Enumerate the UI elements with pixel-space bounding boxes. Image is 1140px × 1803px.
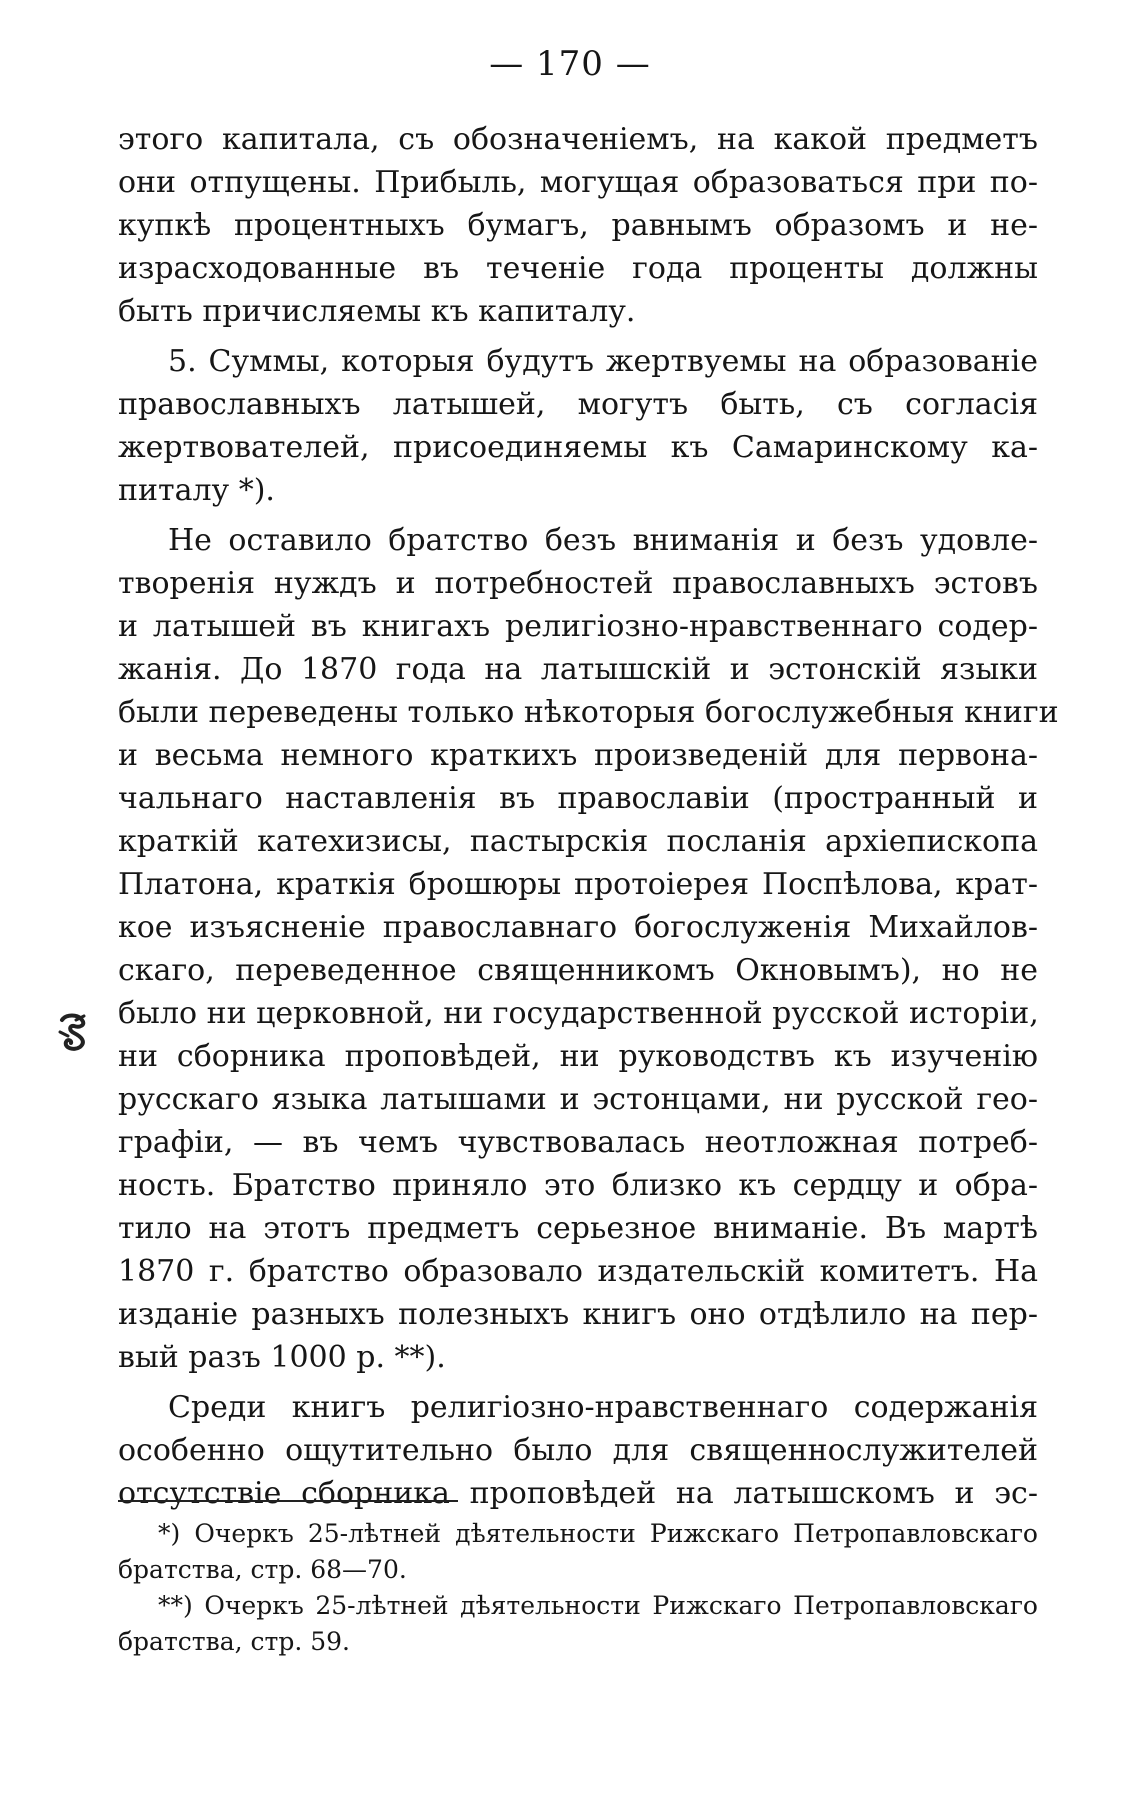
text-line: русскаго языка латышами и эстонцами, ни русской гео- [118,1082,1038,1117]
text-line: тило на этотъ предметъ серьезное вниманіе. Въ мартѣ [118,1211,1038,1246]
text-line: этого капитала, съ обозначеніемъ, на какой предметъ [118,122,1038,157]
text-line: вый разъ 1000 р. **). [118,1340,446,1375]
text-line: скаго, переведенное священникомъ Окновымъ), но не [118,953,1038,988]
text-line: 5. Суммы, которыя будутъ жертвуемы на образованіе [168,344,1038,379]
text-line: израсходованные въ теченіе года проценты должны [118,251,1038,286]
paragraph-publishing-committee [118,519,1059,1379]
margin-ink-mark [56,1012,90,1052]
text-line: отсутствіе сборника проповѣдей на латышскомъ и эс- [118,1476,1038,1511]
text-line: Платона, краткія брошюры протоіерея Поспѣлова, крат- [118,867,1038,902]
ink-blot-icon [56,1012,90,1052]
text-line: ность. Братство приняло это близко къ сердцу и обра- [118,1168,1038,1203]
footnote-1 [118,1516,1038,1588]
paragraph-capital-continuation [118,118,1038,333]
paragraph-item-5 [118,340,1038,512]
text-line: быть причисляемы къ капиталу. [118,294,636,329]
text-line: были переведены только нѣкоторыя богослужебныя книги [118,695,1059,730]
text-line: Среди книгъ религіозно-нравственнаго содержанія [168,1390,1038,1425]
text-line: жертвователей, присоединяемы къ Самаринскому ка- [118,430,1038,465]
page-number: — 170 — [489,44,651,84]
paragraph-sermons [118,1386,1038,1515]
footnote-divider [118,1500,458,1502]
text-line: купкѣ процентныхъ бумагъ, равнымъ образомъ и не- [118,208,1038,243]
text-line: и весьма немного краткихъ произведеній для первона- [118,738,1038,773]
text-line: чальнаго наставленія въ православіи (пространный и [118,781,1038,816]
footnote-line: **) Очеркъ 25-лѣтней дѣятельности Рижскаго Петропавловскаго [158,1591,1038,1620]
footnote-line: *) Очеркъ 25-лѣтней дѣятельности Рижскаго Петропавловскаго [158,1519,1038,1548]
footnote-line: братства, стр. 59. [118,1627,350,1656]
text-line: и латышей въ книгахъ религіозно-нравственнаго содер- [118,609,1038,644]
footnote-2 [118,1588,1038,1660]
text-line: краткій катехизисы, пастырскія посланія архіепископа [118,824,1038,859]
text-line: жанія. До 1870 года на латышскій и эстонскій языки [118,652,1038,687]
text-line: 1870 г. братство образовало издательскій комитетъ. На [118,1254,1038,1289]
text-line: было ни церковной, ни государственной русской исторіи, [118,996,1039,1031]
footnotes [118,1516,1038,1660]
text-line: графіи, — въ чемъ чувствовалась неотложная потреб- [118,1125,1038,1160]
text-line: изданіе разныхъ полезныхъ книгъ оно отдѣлило на пер- [118,1297,1038,1332]
footnote-line: братства, стр. 68—70. [118,1555,407,1584]
text-line: кое изъясненіе православнаго богослуженія Михайлов- [118,910,1038,945]
main-text [118,118,1059,1515]
text-line: православныхъ латышей, могутъ быть, съ согласія [118,387,1038,422]
text-line: Не оставило братство безъ вниманія и безъ удовле- [168,523,1038,558]
text-line: ни сборника проповѣдей, ни руководствъ къ изученію [118,1039,1038,1074]
text-line: особенно ощутительно было для священнослужителей [118,1433,1038,1468]
text-line: питалу *). [118,473,275,508]
text-line: они отпущены. Прибыль, могущая образоваться при по- [118,165,1038,200]
text-line: творенія нуждъ и потребностей православныхъ эстовъ [118,566,1038,601]
